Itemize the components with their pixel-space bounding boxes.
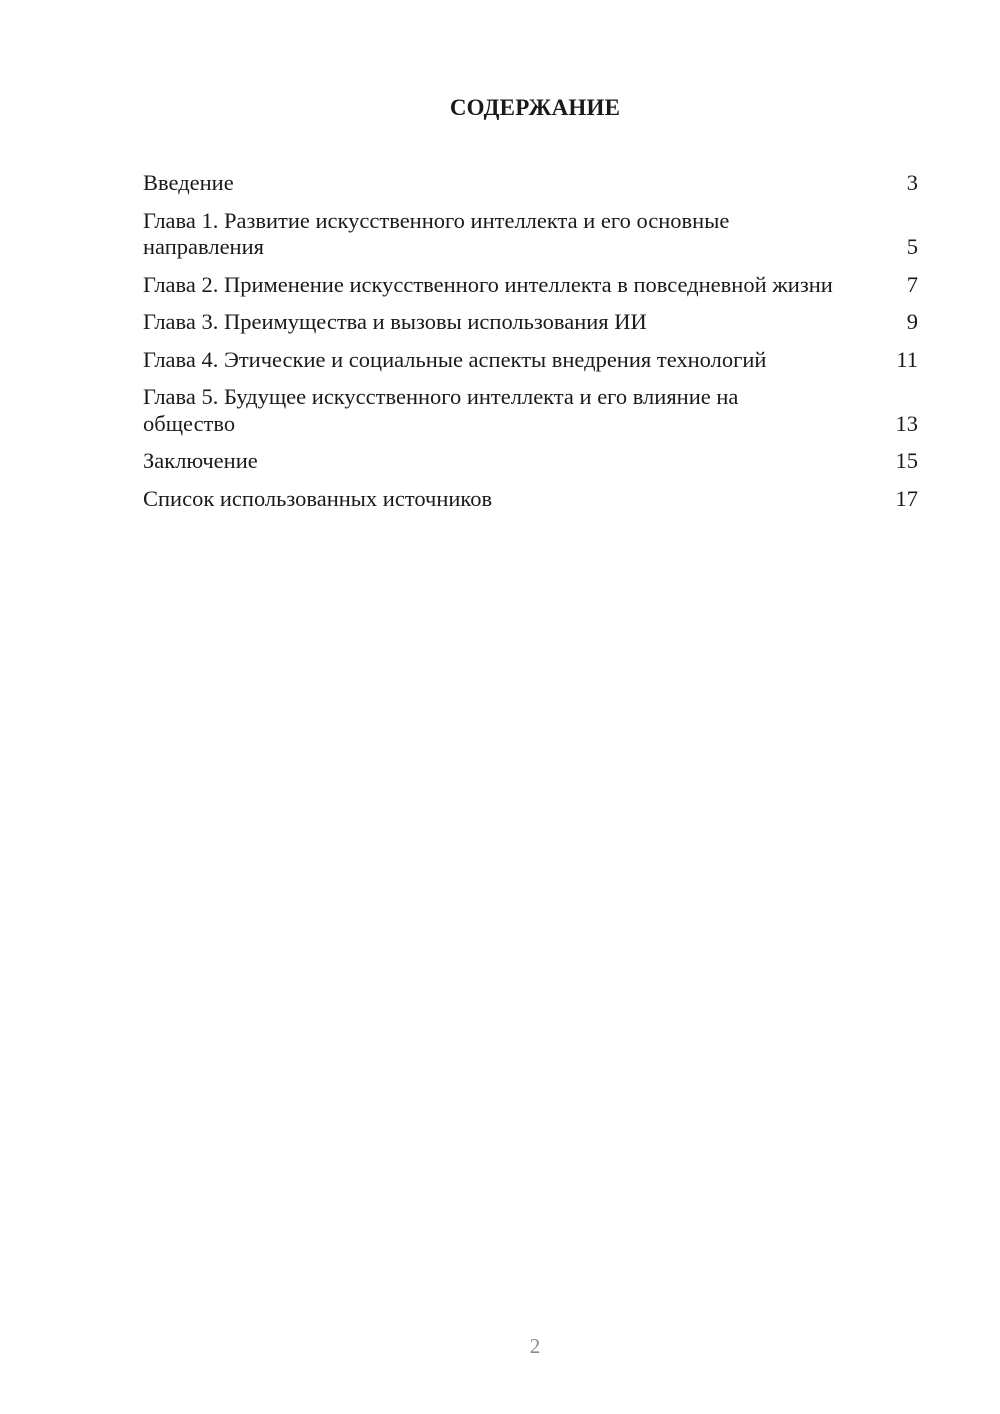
- toc-entry-page: 11: [896, 346, 918, 372]
- toc-entry-title: Глава 1. Развитие искусственного интеллекта и его основные направления: [143, 207, 730, 259]
- toc-entry-title: Глава 3. Преимущества и вызовы использования ИИ: [143, 309, 647, 334]
- toc-entry[interactable]: [143, 347, 918, 374]
- toc-entry[interactable]: [143, 384, 918, 437]
- toc-entry-page: 7: [906, 271, 918, 297]
- toc-entry-page: 15: [895, 448, 918, 473]
- toc-entry-page: 13: [895, 410, 918, 436]
- page-number: 2: [529, 1334, 541, 1358]
- toc-entry-page: 3: [906, 170, 918, 195]
- toc-entry[interactable]: [143, 309, 918, 336]
- page-title: СОДЕРЖАНИЕ: [449, 95, 621, 120]
- toc-entry-title: Список использованных источников: [143, 485, 493, 511]
- toc-entry[interactable]: [143, 170, 918, 197]
- toc-entry-title: Глава 5. Будущее искусственного интеллекта и его влияние на общество: [143, 384, 739, 436]
- table-of-contents: [143, 170, 918, 523]
- toc-entry[interactable]: [143, 448, 918, 475]
- toc-entry[interactable]: [143, 272, 918, 299]
- toc-entry-title: Глава 4. Этические и социальные аспекты внедрения технологий: [143, 346, 767, 372]
- toc-entry[interactable]: [143, 208, 918, 261]
- toc-entry-title: Глава 2. Применение искусственного интеллекта в повседневной жизни: [143, 271, 833, 297]
- toc-entry-page: 9: [906, 309, 918, 334]
- toc-entry-title: Введение: [143, 170, 234, 195]
- toc-entry-page: 17: [895, 485, 918, 511]
- toc-entry-title: Заключение: [143, 448, 258, 473]
- toc-entry[interactable]: [143, 486, 918, 513]
- toc-entry-page: 5: [906, 234, 918, 259]
